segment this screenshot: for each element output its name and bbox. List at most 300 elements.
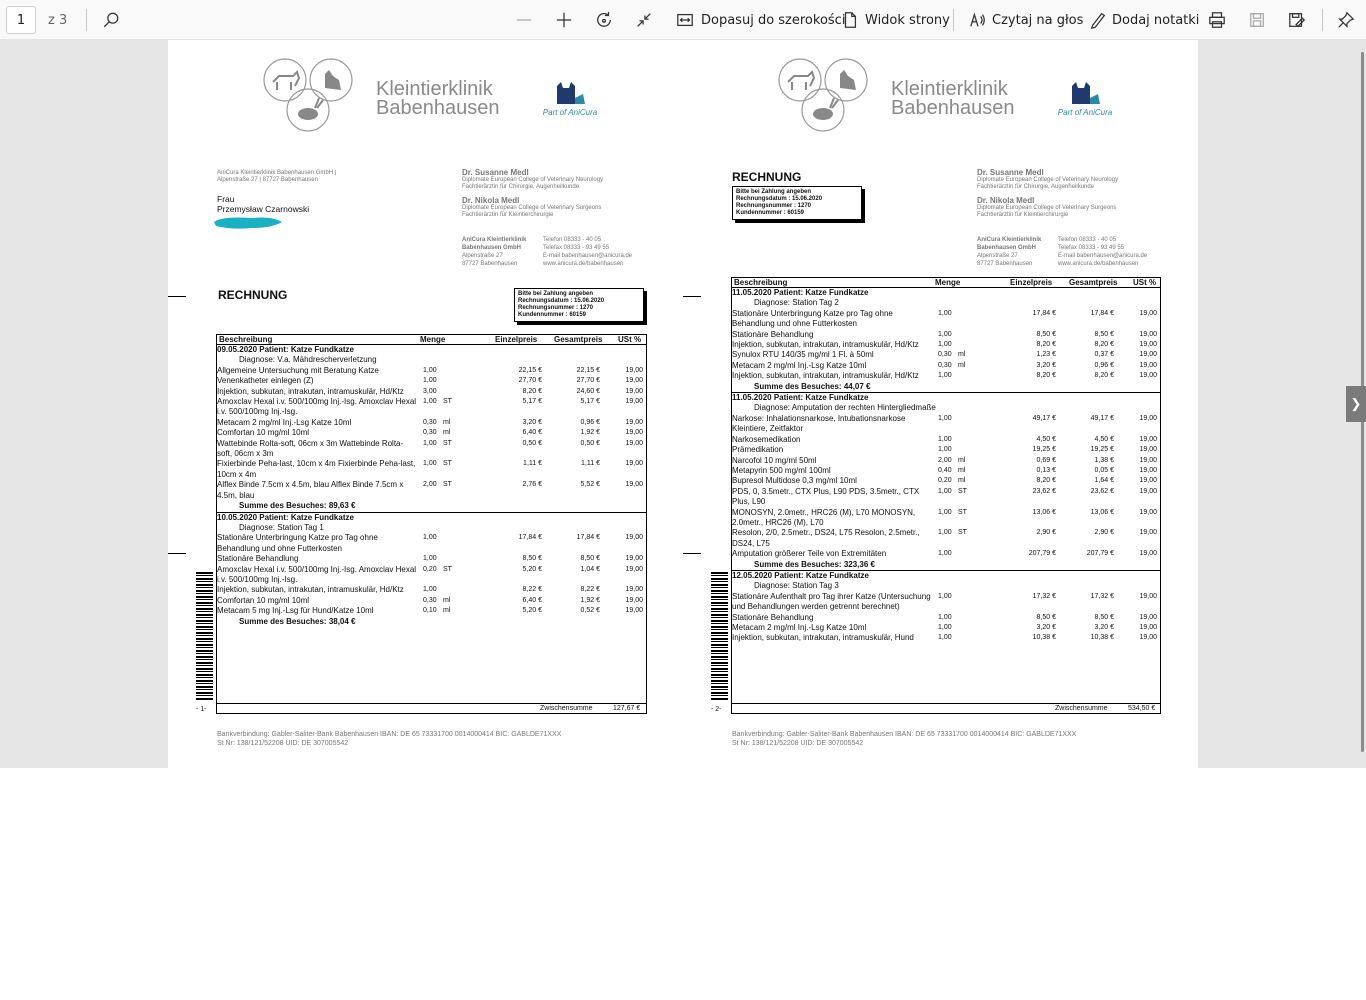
item-description: Injektion, subkutan, intrakutan, intramuskulär, Hund: [732, 633, 914, 643]
diagnosis: Diagnose: Amputation der rechten Hintergliedmaße: [754, 403, 936, 413]
item-quantity: 0,30: [423, 429, 437, 437]
item-vat: 19,00: [625, 418, 643, 426]
item-unit-price: 1,23 €: [1036, 351, 1056, 359]
item-quantity: 0,20: [423, 565, 437, 573]
table-row: [217, 480, 646, 501]
clinic-logo: [263, 58, 373, 138]
table-row: [732, 340, 1160, 350]
item-total-price: 207,79 €: [1086, 550, 1114, 558]
pdf-toolbar: [0, 0, 1366, 40]
visit-date: 12.05.2020 Patient: Katze Fundkatze: [732, 570, 869, 580]
item-unit-price: 0,69 €: [1036, 456, 1056, 464]
rotate-button[interactable]: [594, 0, 614, 40]
item-description: Narkose: Inhalationsnarkose, Intubationsnarkose Kleintiere, Zeitfaktor: [732, 413, 906, 434]
item-total-price: 1,64 €: [1094, 477, 1114, 485]
item-unit-price: 8,50 €: [1036, 613, 1056, 621]
subtotal-label: Zwischensumme: [540, 705, 593, 712]
table-row: [217, 459, 646, 480]
visit-sum: Summe des Besuches: 38,04 €: [239, 616, 356, 626]
col-vat: USt %: [1133, 278, 1157, 287]
anicura-cat-icon: [553, 80, 587, 106]
contact-line3: Alpenstraße 27: [977, 253, 1018, 259]
item-total-price: 27,70 €: [576, 377, 600, 385]
zoom-in-button[interactable]: [554, 0, 574, 40]
table-row: [732, 508, 1160, 529]
col-total-price: Gesamtpreis: [1069, 278, 1118, 287]
item-description: Comfortan 10 mg/ml 10ml: [217, 595, 310, 605]
col-description: Beschreibung: [219, 335, 273, 344]
item-vat: 19,00: [625, 565, 643, 573]
info-box-line2: Rechnungsdatum : 15.06.2020: [736, 196, 823, 202]
clinic-contact-right: [1058, 236, 1147, 268]
item-unit-price: 3,20 €: [1036, 361, 1056, 369]
contact-web: www.anicura.de/babenhausen: [1058, 261, 1139, 267]
contact-line2: Babenhausen GmbH: [462, 245, 522, 251]
info-box-line3: Rechnungsnummer : 1270: [518, 305, 594, 311]
item-description: Injektion, subkutan, intrakutan, intramuskulär, Hd/Ktz: [217, 386, 404, 396]
item-unit-price: 17,84 €: [518, 534, 542, 542]
anicura-label: Part of AniCura: [542, 108, 598, 117]
table-row: [217, 596, 646, 606]
item-unit-price: 8,20 €: [522, 387, 542, 395]
col-quantity: Menge: [935, 278, 961, 287]
item-description: Alflex Binde 7.5cm x 4.5m, blau Alflex Binde 7.5cm x 4.5m, blau: [217, 480, 404, 500]
item-unit-price: 17,32 €: [1032, 592, 1056, 600]
table-row: [732, 456, 1160, 466]
doctor2-name: Dr. Nikola Medl: [977, 196, 1035, 205]
table-body: [217, 345, 646, 627]
item-quantity: 1,00: [938, 414, 952, 422]
pin-button[interactable]: [1336, 0, 1356, 40]
table-row: [732, 350, 1160, 360]
item-quantity: 1,00: [423, 534, 437, 542]
item-description: Amputation größerer Teile von Extremitäten: [732, 549, 887, 559]
chevron-right-icon: ❯: [1350, 396, 1362, 411]
page-view-button[interactable]: [840, 0, 950, 40]
col-description: Beschreibung: [734, 278, 788, 287]
item-unit: ST: [443, 439, 452, 447]
item-description: Metapyrin 500 mg/ml 100ml: [732, 465, 831, 475]
item-unit-price: 5,17 €: [522, 398, 542, 406]
invoice-info-box: [732, 186, 862, 220]
item-description: Fixierbinde Peha-last, 10cm x 4m Fixierbinde Peha-last, 10cm x 4m: [217, 459, 416, 479]
item-unit: ml: [958, 361, 966, 369]
item-total-price: 1,92 €: [580, 596, 600, 604]
item-quantity: 1,00: [938, 508, 952, 516]
recipient-name: Przemysław Czarnowski: [217, 204, 310, 214]
item-quantity: 0,30: [423, 596, 437, 604]
item-vat: 19,00: [625, 398, 643, 406]
anicura-logo: [1055, 80, 1115, 120]
visit-sum: Summe des Besuches: 89,63 €: [239, 501, 356, 511]
item-unit-price: 1,11 €: [523, 460, 542, 468]
item-unit-price: 3,20 €: [522, 418, 542, 426]
item-quantity: 1,00: [423, 586, 437, 594]
anicura-cat-icon: [1068, 80, 1102, 106]
doctor2-title2: Fachtierärztin für Kleintierchirurgie: [462, 212, 554, 218]
next-page-button[interactable]: [1346, 386, 1366, 422]
info-box-line4: Kundennummer : 60159: [518, 312, 587, 318]
item-unit-price: 207,79 €: [1028, 550, 1056, 558]
clinic-logo: [778, 58, 888, 138]
table-row: [217, 439, 646, 460]
item-vat: 19,00: [1139, 456, 1157, 464]
item-unit: ml: [443, 596, 451, 604]
table-row: [732, 371, 1160, 381]
visit-date: 11.05.2020 Patient: Katze Fundkatze: [732, 393, 869, 403]
table-row: [732, 445, 1160, 455]
item-description: Stationäre Unterbringung Katze pro Tag ohne Behandlung und ohne Futterkosten: [732, 308, 893, 329]
item-unit-price: 27,70 €: [518, 377, 542, 385]
subtotal-row: [732, 703, 1160, 713]
item-description: Stationäre Aufenthalt pro Tag ihrer Katze (Untersuchung und Behandlungen werden getrennt berechnet): [732, 591, 931, 612]
item-quantity: 0,30: [938, 351, 952, 359]
table-row: [732, 309, 1160, 330]
item-description: Stationäre Behandlung: [732, 329, 814, 339]
visit-date: 11.05.2020 Patient: Katze Fundkatze: [732, 288, 869, 297]
clinic-contact-left: [977, 236, 1041, 268]
item-description: Synulox RTU 140/35 mg/ml 1 Fl. à 50ml: [732, 350, 874, 360]
item-description: Metacam 2 mg/ml Inj.-Lsg Katze 10ml: [732, 623, 867, 632]
contact-line1: AniCura Kleintierklinik: [462, 237, 527, 243]
item-total-price: 24,60 €: [576, 387, 600, 395]
doctor2-title2: Fachtierärztin für Kleintierchirurgie: [977, 212, 1069, 218]
doctor1-title1: Diplomate European College of Veterinary Neurology: [977, 177, 1119, 183]
item-unit: ST: [443, 398, 452, 406]
item-quantity: 0,20: [938, 477, 952, 485]
item-quantity: 1,00: [938, 309, 952, 317]
visit-section: [732, 288, 1160, 392]
doctor1-title1: Diplomate European College of Veterinary Neurology: [462, 177, 604, 183]
table-row: [217, 418, 646, 428]
contact-line1: AniCura Kleintierklinik: [977, 237, 1042, 243]
clinic-contact-left: [462, 236, 526, 268]
item-quantity: 1,00: [423, 398, 437, 406]
item-total-price: 2,90 €: [1094, 529, 1114, 537]
item-vat: 19,00: [1139, 508, 1157, 516]
item-quantity: 1,00: [938, 550, 952, 558]
item-unit-price: 3,20 €: [1036, 624, 1056, 631]
table-row: [732, 592, 1160, 613]
table-row: [732, 623, 1160, 633]
doctor2-name: Dr. Nikola Medl: [462, 196, 520, 205]
table-row: [217, 606, 646, 616]
item-quantity: 1,00: [938, 341, 952, 349]
invoice-info-box: [514, 288, 644, 322]
item-unit-price: 0,50 €: [522, 439, 542, 447]
table-row: [732, 435, 1160, 445]
visit-section: [217, 512, 646, 627]
fit-page-icon: [634, 10, 654, 30]
table-row: [732, 476, 1160, 486]
item-total-price: 8,20 €: [1094, 341, 1114, 349]
item-total-price: 3,20 €: [1094, 624, 1114, 631]
anicura-logo: [540, 80, 600, 120]
item-unit-price: 23,62 €: [1032, 487, 1056, 495]
item-unit: ST: [958, 508, 967, 516]
item-quantity: 1,00: [423, 439, 437, 447]
item-unit-price: 8,20 €: [1036, 372, 1056, 380]
item-unit-price: 6,40 €: [522, 596, 542, 604]
item-description: Metacam 2 mg/ml Inj.-Lsg Katze 10ml: [732, 360, 867, 370]
item-total-price: 5,17 €: [580, 398, 600, 406]
subtotal-row: [217, 703, 646, 713]
item-total-price: 1,11 €: [581, 460, 600, 468]
pen-icon: [1088, 10, 1108, 30]
item-unit: ST: [958, 529, 967, 537]
item-unit-price: 4,50 €: [1036, 435, 1056, 443]
barcode: [196, 572, 213, 700]
fit-width-icon: [675, 10, 695, 30]
print-icon: [1207, 10, 1227, 30]
fit-width-button[interactable]: [675, 0, 845, 40]
save-icon: [1247, 10, 1267, 30]
zoom-out-icon: [514, 10, 534, 30]
item-total-price: 8,50 €: [1094, 330, 1114, 338]
bank-details: [732, 730, 1076, 748]
item-vat: 19,00: [625, 366, 643, 374]
pin-icon: [1336, 10, 1356, 30]
item-vat: 19,00: [625, 429, 643, 437]
item-unit-price: 5,20 €: [522, 565, 542, 573]
item-description: Narcofol 10 mg/ml 50ml: [732, 455, 817, 465]
item-vat: 19,00: [1139, 351, 1157, 359]
item-quantity: 0,30: [938, 361, 952, 369]
item-quantity: 1,00: [938, 592, 952, 600]
clinic-name-line1: Kleintierklinik: [891, 78, 1008, 100]
item-description: Prämedikation: [732, 445, 784, 455]
item-vat: 19,00: [1139, 477, 1157, 485]
read-aloud-button[interactable]: [968, 0, 1083, 40]
item-unit-price: 8,22 €: [522, 586, 542, 594]
table-body: [732, 288, 1160, 644]
item-vat: 19,00: [1139, 550, 1157, 558]
item-quantity: 2,00: [423, 481, 437, 489]
item-unit-price: 0,13 €: [1036, 466, 1056, 474]
contact-fax: Telefax 08333 - 93 49 55: [1058, 245, 1125, 251]
item-vat: 19,00: [625, 586, 643, 594]
item-total-price: 8,20 €: [1094, 372, 1114, 380]
table-row: [732, 613, 1160, 623]
col-vat: USt %: [618, 335, 642, 344]
search-button[interactable]: [101, 0, 121, 40]
save-button[interactable]: [1247, 0, 1267, 40]
item-vat: 19,00: [1139, 341, 1157, 349]
clinic-name-line2: Babenhausen: [891, 97, 1015, 119]
item-quantity: 2,00: [938, 456, 952, 464]
item-vat: 19,00: [1139, 529, 1157, 537]
item-unit: ml: [443, 429, 451, 437]
item-unit-price: 22,15 €: [518, 366, 542, 374]
bank-details: [217, 730, 561, 748]
item-description: Allgemeine Untersuchung mit Beratung Katze: [217, 365, 379, 375]
contact-phone: Telefon 08333 - 40 05: [543, 237, 602, 243]
item-description: Amoxclav Hexal i.v. 500/100mg Inj.-Isg. Amoxclav Hexal i.v. 500/100mg Inj.-Isg.: [217, 397, 417, 417]
page-view-icon: [840, 10, 860, 30]
invoice-title: RECHNUNG: [218, 288, 288, 302]
zoom-out-button[interactable]: [514, 0, 534, 40]
col-quantity: Menge: [420, 335, 446, 344]
item-unit: ml: [958, 456, 966, 464]
item-total-price: 23,62 €: [1090, 487, 1114, 495]
item-unit: ml: [958, 351, 966, 359]
item-description: Stationäre Behandlung: [732, 612, 814, 622]
item-vat: 19,00: [625, 387, 643, 395]
item-vat: 19,00: [625, 460, 643, 468]
visit-sum: Summe des Besuches: 44,07 €: [754, 381, 871, 391]
item-total-price: 8,50 €: [1094, 613, 1114, 621]
item-vat: 19,00: [1139, 372, 1157, 380]
clinic-name: [891, 80, 1014, 118]
item-quantity: 1,00: [423, 366, 437, 374]
table-row: [732, 466, 1160, 476]
invoice-title: RECHNUNG: [732, 170, 802, 184]
item-unit: ml: [443, 607, 451, 615]
visit-sum: Summe des Besuches: 323,36 €: [754, 559, 875, 569]
item-total-price: 0,37 €: [1094, 351, 1114, 359]
item-total-price: 5,52 €: [580, 481, 600, 489]
item-quantity: 1,00: [423, 555, 437, 563]
item-description: Stationäre Unterbringung Katze pro Tag ohne Behandlung und ohne Futterkosten: [217, 533, 378, 553]
barcode: [711, 572, 728, 700]
clinic-name: [376, 80, 499, 118]
doctor2-title1: Diplomate European College of Veterinary Surgeons: [977, 205, 1117, 211]
sender-line2: Alpenstraße 27 | 87727 Babenhausen: [217, 177, 318, 183]
item-unit-price: 2,76 €: [522, 481, 542, 489]
visit-section: [217, 345, 646, 512]
contact-line4: 87727 Babenhausen: [977, 261, 1033, 267]
item-description: Injektion, subkutan, intrakutan, intramuskulär, Hd/Ktz: [732, 340, 919, 350]
table-header: [732, 278, 1160, 288]
item-description: Resolon, 2/0, 2.5metr., DS24, L75 Resolon, 2.5metr., DS24, L75: [732, 528, 920, 548]
fit-width-label: Dopasuj do szerokości: [701, 12, 846, 28]
table-row: [732, 487, 1160, 508]
item-description: Metacam 5 mg Inj.-Lsg für Hund/Katze 10ml: [217, 606, 374, 616]
diagnosis: Diagnose: Station Tag 2: [754, 298, 839, 308]
item-vat: 19,00: [1139, 487, 1157, 495]
item-unit-price: 17,84 €: [1032, 309, 1056, 317]
sender-line1: AniCura Kleintierklinik Babenhausen GmbH |: [217, 170, 337, 176]
item-quantity: 0,30: [423, 418, 437, 426]
diagnosis: Diagnose: Station Tag 3: [754, 581, 839, 591]
sender-address: [217, 170, 336, 184]
table-row: [217, 585, 646, 595]
item-description: MONOSYN, 2.0metr., HRC26 (M), L70 MONOSYN, 2.0metr., HRC26 (M), L70: [732, 507, 916, 527]
item-description: Injektion, subkutan, intrakutan, intramuskulär, Hd/Ktz: [217, 585, 404, 595]
item-unit-price: 8,20 €: [1036, 341, 1056, 349]
item-vat: 19,00: [1139, 435, 1157, 443]
page-number-input[interactable]: 1: [6, 6, 36, 34]
zoom-in-icon: [554, 10, 574, 30]
subtotal-value: 534,50 €: [1128, 705, 1156, 712]
contact-email: E-mail babenhausen@anicura.de: [1058, 253, 1148, 259]
item-total-price: 0,96 €: [580, 418, 600, 426]
item-total-price: 1,92 €: [580, 429, 600, 437]
diagnosis: Diagnose: Station Tag 1: [239, 522, 324, 532]
table-header: [217, 335, 646, 345]
clinic-name-line1: Kleintierklinik: [376, 78, 493, 100]
item-description: Venenkatheter einlegen (Z): [217, 376, 314, 386]
item-vat: 19,00: [1139, 624, 1157, 631]
info-box-line1: Bitte bei Zahlung angeben: [736, 189, 812, 195]
item-vat: 19,00: [1139, 466, 1157, 474]
item-vat: 19,00: [1139, 414, 1157, 422]
item-total-price: 49,17 €: [1090, 414, 1114, 422]
item-quantity: 1,00: [423, 377, 437, 385]
add-notes-button[interactable]: [1088, 0, 1199, 40]
item-description: Bupresol Multidose 0,3 mg/ml 10ml: [732, 476, 857, 486]
item-quantity: 1,00: [938, 487, 952, 495]
table-row: [217, 533, 646, 554]
item-total-price: 10,38 €: [1090, 634, 1114, 642]
item-total-price: 0,50 €: [580, 439, 600, 447]
doctor1-name: Dr. Susanne Medl: [977, 168, 1044, 177]
info-box-line1: Bitte bei Zahlung angeben: [518, 291, 594, 297]
item-unit-price: 8,50 €: [522, 555, 542, 563]
read-aloud-label: Czytaj na głos: [992, 12, 1084, 28]
viewer-margin-left: [0, 40, 168, 768]
info-box-line2: Rechnungsdatum : 15.06.2020: [518, 298, 605, 304]
subtotal-value: 127,67 €: [613, 705, 641, 712]
table-row: [732, 361, 1160, 371]
clinic-name-line2: Babenhausen: [376, 97, 500, 119]
item-total-price: 17,84 €: [576, 534, 600, 542]
contact-fax: Telefax 08333 - 93 49 55: [543, 245, 610, 251]
recipient-salutation: Frau: [217, 194, 235, 204]
print-button[interactable]: [1207, 0, 1227, 40]
item-vat: 19,00: [1139, 361, 1157, 369]
item-vat: 19,00: [625, 596, 643, 604]
item-quantity: 0,10: [423, 607, 437, 615]
table-row: [217, 366, 646, 376]
visit-date: 09.05.2020 Patient: Katze Fundkatze: [217, 345, 354, 354]
viewer-margin-right: [1198, 40, 1366, 768]
anicura-label: Part of AniCura: [1057, 108, 1113, 117]
item-total-price: 4,50 €: [1094, 435, 1114, 443]
col-total-price: Gesamtpreis: [554, 335, 603, 344]
item-description: Stationäre Behandlung: [217, 554, 299, 564]
visit-section: [732, 392, 1160, 570]
item-total-price: 17,84 €: [1090, 309, 1114, 317]
item-vat: 19,00: [625, 481, 643, 489]
item-unit: ml: [958, 477, 966, 485]
save-as-button[interactable]: [1287, 0, 1307, 40]
item-vat: 19,00: [625, 607, 643, 615]
rotate-icon: [594, 10, 614, 30]
item-total-price: 1,38 €: [1094, 456, 1114, 464]
item-description: Metacam 2 mg/ml Inj.-Lsg Katze 10ml: [217, 417, 352, 427]
item-quantity: 1,00: [938, 613, 952, 621]
item-unit: ml: [443, 418, 451, 426]
doctor2-title1: Diplomate European College of Veterinary Surgeons: [462, 205, 602, 211]
item-unit: ST: [443, 481, 452, 489]
diagnosis: Diagnose: V.a. Mähdrescherverletzung: [239, 355, 377, 365]
item-vat: 19,00: [1139, 330, 1157, 338]
table-row: [217, 397, 646, 418]
subtotal-label: Zwischensumme: [1055, 705, 1108, 712]
item-unit: ST: [443, 460, 452, 468]
fit-page-button[interactable]: [634, 0, 654, 40]
item-unit-price: 10,38 €: [1032, 634, 1056, 642]
bank-line2: St Nr: 138/121/52208 UID: DE 307005542: [217, 740, 349, 747]
item-vat: 19,00: [625, 555, 643, 563]
add-notes-label: Dodaj notatki: [1112, 12, 1200, 28]
item-description: Wattebinde Rolta-soft, 06cm x 3m Wattebinde Rolta-soft, 06cm x 3m: [217, 438, 404, 459]
item-total-price: 22,15 €: [576, 366, 600, 374]
item-total-price: 8,22 €: [580, 586, 600, 594]
contact-phone: Telefon 08333 - 40 05: [1058, 237, 1117, 243]
table-row: [217, 387, 646, 397]
